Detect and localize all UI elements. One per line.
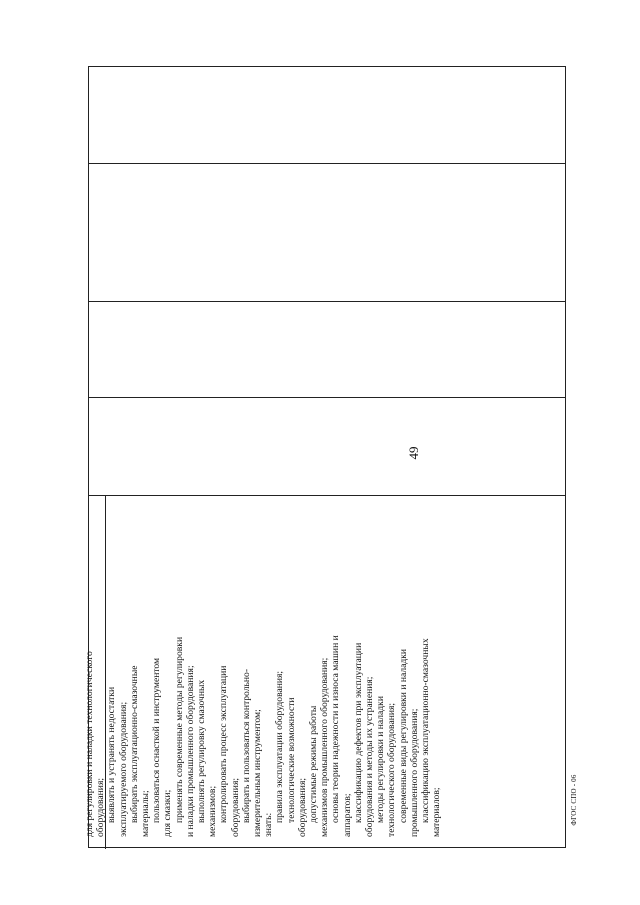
cell-line: применять современные методы регулировки: [173, 636, 185, 823]
cell-line: выбирать и пользоваться контрольно-: [240, 668, 252, 823]
cell-line: выполнять регулировку смазочных: [196, 679, 208, 823]
cell-line: основы теории надежности и износа машин и: [330, 635, 342, 823]
cell-line: классификацию дефектов при эксплуатации: [352, 642, 364, 823]
cell-line: выбирать эксплуатационно-смазочные: [128, 665, 140, 823]
table-divider: [89, 397, 565, 398]
cell-line: оборудования;: [296, 777, 308, 837]
cell-line: аппаратов;: [341, 793, 353, 837]
page-number: 49: [406, 446, 421, 460]
cell-line: для смазки;: [162, 789, 174, 837]
cell-line: пользоваться оснасткой и инструментом: [151, 657, 163, 823]
footer-code: ФГОС СПО - 06: [570, 774, 578, 826]
cell-line: технологического оборудования;: [386, 702, 398, 837]
cell-line: эксплуатируемого оборудования;: [117, 701, 129, 837]
table-divider: [89, 163, 565, 164]
table-divider: [89, 495, 565, 496]
cell-line: выявлять и устранять недостатки: [106, 686, 118, 823]
cell-line: методы регулировки и наладки: [375, 696, 387, 823]
cell-line: контролировать процесс эксплуатации: [218, 665, 230, 823]
cell-line: оборудования;: [95, 777, 107, 837]
cell-line: допустимые режимы работы: [308, 705, 320, 823]
cell-line: механизмов промышленного оборудования;: [319, 657, 331, 837]
cell-line: и наладки промышленного оборудования;: [184, 665, 196, 837]
cell-line: измерительным инструментом;: [252, 709, 264, 837]
cell-line: знать:: [263, 812, 275, 837]
cell-line: правила эксплуатации оборудования;: [274, 670, 286, 823]
cell-line: промышленного оборудования;: [408, 708, 420, 837]
cell-line: материалы;: [140, 790, 152, 837]
table-cell: [84, 507, 550, 837]
cell-line: оборудования;: [229, 777, 241, 837]
cell-line: классификацию эксплуатационно-смазочных: [420, 638, 432, 823]
cell-line: оборудования и методы их устранения;: [364, 676, 376, 837]
cell-line: современные виды регулировки и наладки: [397, 648, 409, 823]
cell-line: технологические возможности: [285, 697, 297, 823]
cell-line: механизмов;: [207, 785, 219, 837]
cell-line: для регулировки и наладки технологического: [84, 651, 95, 837]
table: [84, 66, 566, 848]
table-divider: [89, 301, 565, 302]
cell-line: материалов;: [431, 787, 443, 837]
